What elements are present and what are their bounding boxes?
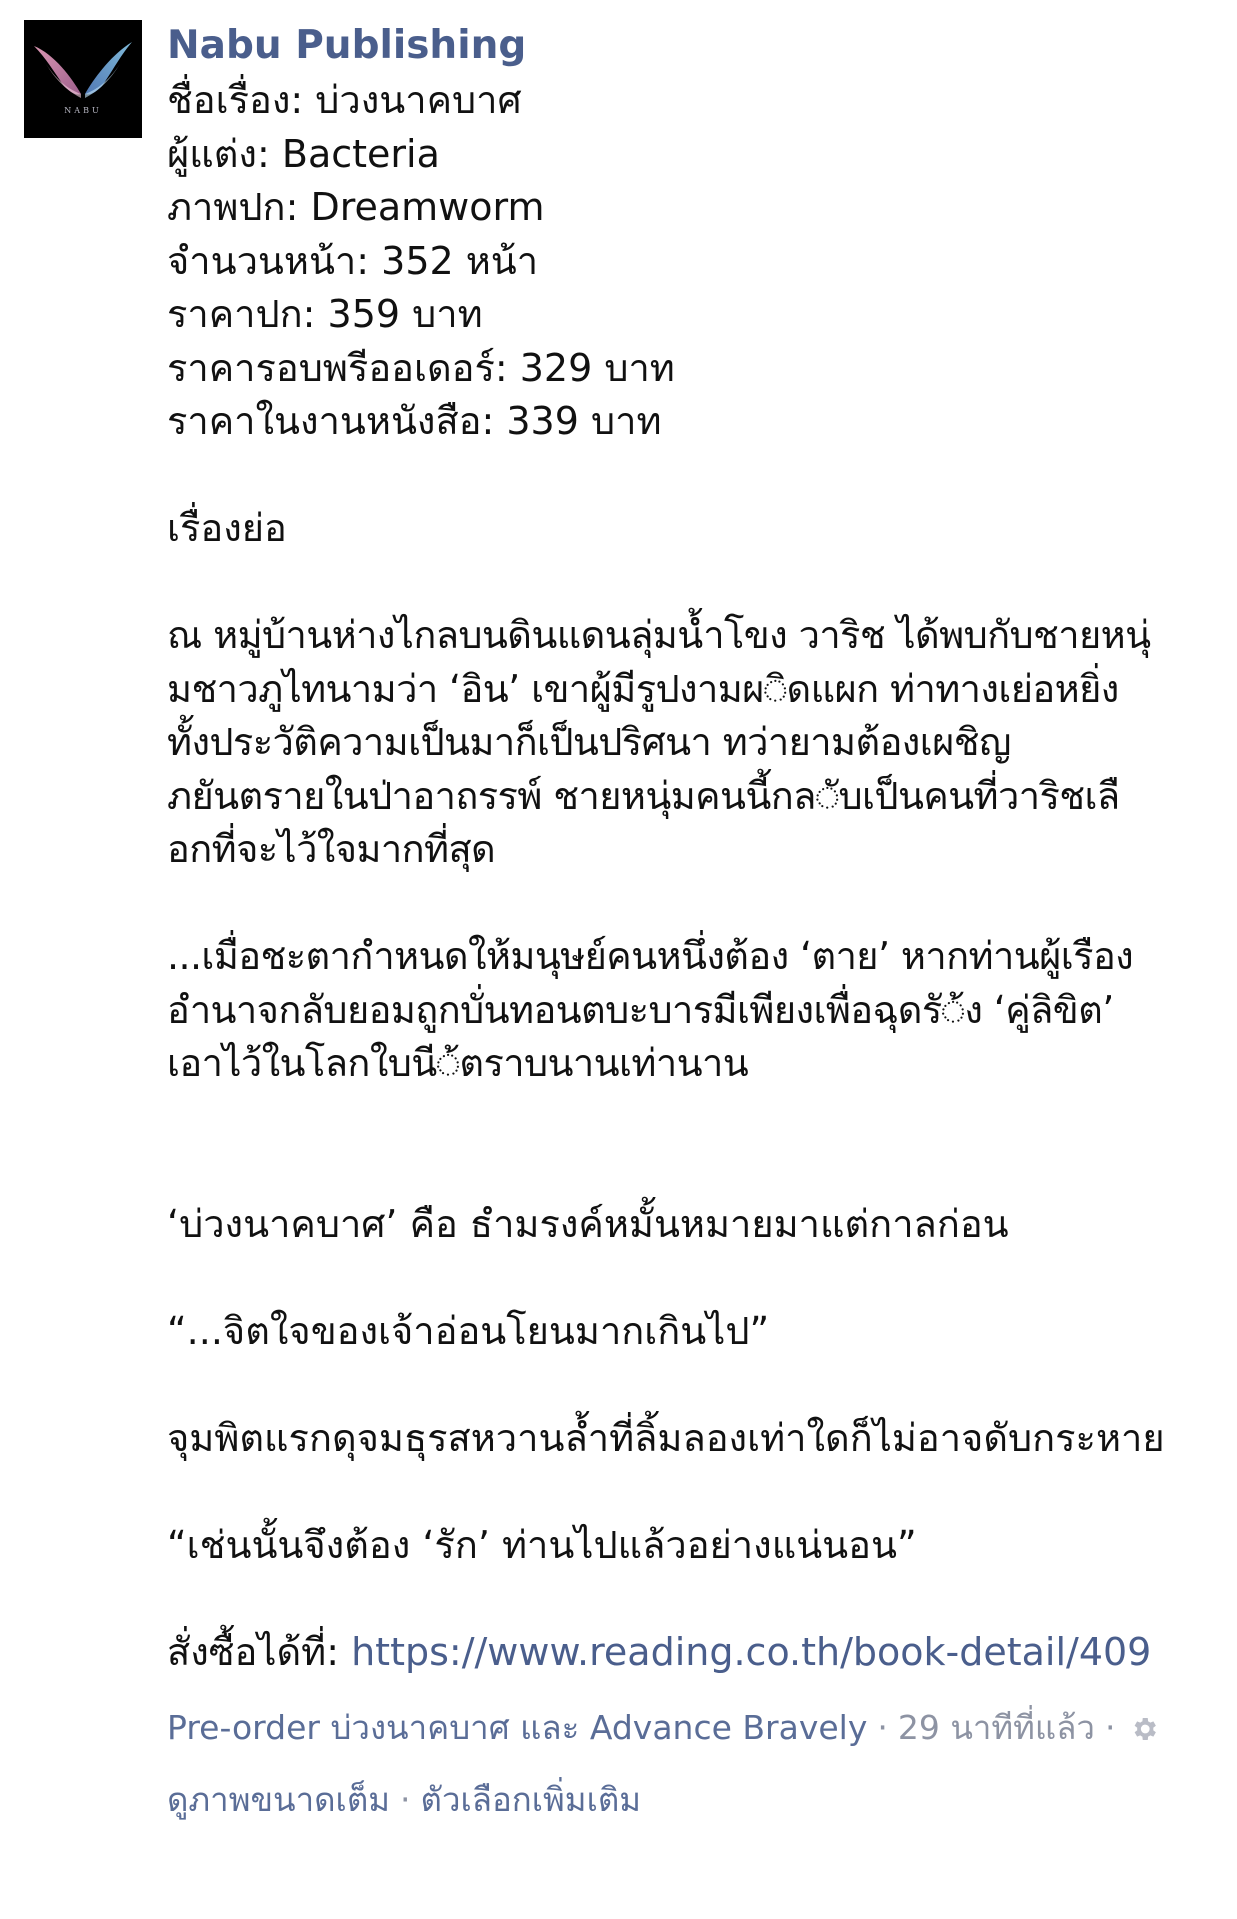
paragraph-line: ภยันตรายในป่าอาถรรพ์ ชายหนุ่มคนนี้กล◌ับเป็นคนที่วาริชเลื [167,773,1120,818]
more-options-link[interactable]: ตัวเลือกเพิ่มเติม [420,1780,642,1819]
paragraph-line: ณ หมู่บ้านห่างไกลบนดินแดนลุ่มน้ำโขง วาริช ได้พบกับชายหนุ่ [167,613,1151,657]
order-line [167,1626,1217,1680]
tagline: ‘บ่วงนาคบาศ’ คือ ธำมรงค์หมั้นหมายมาแต่กาลก่อน [167,1201,1009,1246]
post-timestamp[interactable]: 29 นาทีที่แล้ว [897,1708,1095,1747]
album-link[interactable]: Pre-order บ่วงนาคบาศ และ Advance Bravely [167,1708,868,1747]
synopsis-paragraph-1 [167,609,1217,877]
order-label: สั่งซื้อได้ที่: [167,1629,352,1674]
meta-separator: · [877,1708,888,1747]
info-cover-artist: ภาพปก: Dreamworm [167,185,545,229]
nabu-logo-text: NABU [64,106,102,115]
paragraph-line: อกที่จะไว้ใจมากที่สุด [167,827,496,871]
paragraph-line: ...เมื่อชะตากำหนดให้มนุษย์คนหนึ่งต้อง ‘ตาย’ หากท่านผู้เรือง [167,934,1134,978]
info-pages: จำนวนหน้า: 352 หน้า [167,238,539,283]
page-avatar[interactable] [24,20,142,138]
kiss-line: จุมพิตแรกดุจมธุรสหวานล้ำที่ลิ้มลองเท่าใดก็ไม่อาจดับกระหาย [167,1415,1165,1460]
post-meta [167,1704,1159,1752]
paragraph-line: อำนาจกลับยอมถูกบั่นทอนตบะบารมีเพียงเพื่อฉุดรั◌้ง ‘คู่ลิขิต’ [167,987,1114,1032]
quote-gentle: “...จิตใจของเจ้าอ่อนโยนมากเกินไป” [167,1308,770,1353]
paragraph-line: ทั้งประวัติความเป็นมาก็เป็นปริศนา ทว่ายามต้องเผชิญ [167,720,1011,764]
photo-actions [167,1776,641,1824]
book-info [167,74,1217,449]
info-author: ผู้แต่ง: Bacteria [167,131,440,176]
quote-love: “เช่นนั้นจึงต้อง ‘รัก’ ท่านไปแล้วอย่างแน่นอน” [167,1522,917,1567]
synopsis-paragraph-2 [167,930,1217,1091]
order-link[interactable]: https://www.reading.co.th/book-detail/409 [351,1629,1152,1674]
nabu-butterfly-logo-icon [24,20,142,138]
info-preorder-price: ราคารอบพรีออเดอร์: 329 บาท [167,345,675,390]
meta-separator: · [400,1780,411,1819]
info-title: ชื่อเรื่อง: บ่วงนาคบาศ [167,78,522,122]
meta-separator: · [1104,1708,1116,1747]
page-name-link[interactable]: Nabu Publishing [167,23,527,68]
paragraph-line: เอาไว้ในโลกใบนี◌้ตราบนานเท่านาน [167,1041,749,1085]
gear-icon[interactable] [1129,1709,1159,1739]
post-body [167,18,1217,1679]
synopsis-heading: เรื่องย่อ [167,506,287,550]
info-cover-price: ราคาปก: 359 บาท [167,292,483,336]
view-full-size-link[interactable]: ดูภาพขนาดเต็ม [167,1780,391,1819]
paragraph-line: มชาวภูไทนามว่า ‘อิน’ เขาผู้มีรูปงามผ◌ิดแผก ท่าทางเย่อหยิ่ง [167,666,1119,711]
info-fair-price: ราคาในงานหนังสือ: 339 บาท [167,399,662,443]
